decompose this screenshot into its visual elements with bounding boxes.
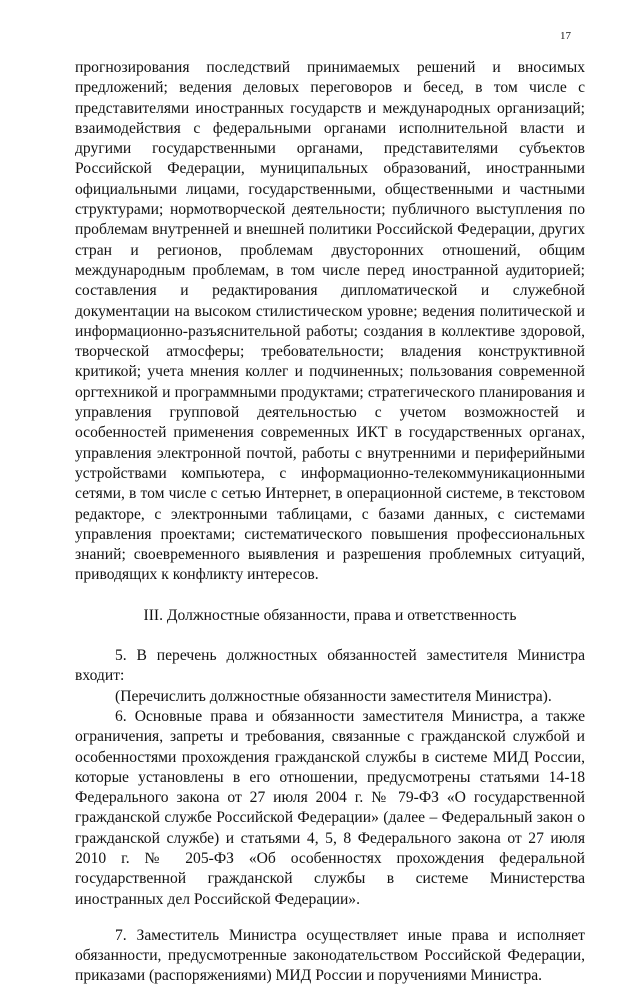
paragraph-6: 6. Основные права и обязанности заместителя Министра, а также ограничения, запреты и требования, связанные с гражданской службой и особенностями прохождения гражданской службы в системе МИД России, которые установлены в его отношении, предусмотрены статьями 14-18 Федерального закона от 27 июля 2004 г. № 79-ФЗ «О государственной гражданской службе Российской Федерации» (далее – Федеральный закон о гражданской службе) и статьями 4, 5, 8 Федерального закона от 27 июля 2010 г. № 205-ФЗ «Об особенностях прохождения федеральной государственной гражданской службы в системе Министерства иностранных дел Российской Федерации».: [75, 707, 585, 908]
paragraph-5-note: (Перечислить должностные обязанности заместителя Министра).: [115, 687, 552, 705]
paragraph-gap: [75, 910, 585, 926]
section-heading: III. Должностные обязанности, права и ответственность: [143, 606, 517, 624]
intro-paragraph: прогнозирования последствий принимаемых решений и вносимых предложений; ведения деловых переговоров и бесед, в том числе с представителями иностранных государств и международных организаций; взаимодействия с федеральными органами исполнительной власти и другими государственными органами, представителями субъектов Российской Федерации, муниципальных образований, иностранными официальными лицами, государственными, общественными и частными структурами; нормотворческой деятельности; публичного выступления по проблемам внутренней и внешней политики Российской Федерации, других стран и регионов, проблемам двусторонних отношений, общим международным проблемам, в том числе перед иностранной аудиторией; составления и редактирования дипломатической и служебной документации на высоком стилистическом уровне; ведения политической и информационно-разъяснительной работы; создания в коллективе здоровой, творческой атмосферы; требовательности; владения конструктивной критикой; учета мнения коллег и подчиненных; пользования современной оргтехникой и программными продуктами; стратегического планирования и управления групповой деятельностью с учетом возможностей и особенностей применения современных ИКТ в государственных органах, управления электронной почтой, работы с внутренними и периферийными устройствами компьютера, с информационно-телекоммуникационными сетями, в том числе с сетью Интернет, в операционной системе, в текстовом редакторе, с электронными таблицами, с базами данных, с системами управления проектами; систематического повышения профессиональных знаний; своевременного выявления и разрешения проблемных ситуаций, приводящих к конфликту интересов.: [75, 59, 585, 584]
paragraph-7: 7. Заместитель Министра осуществляет иные права и исполняет обязанности, предусмотренные законодательством Российской Федерации, приказами (распоряжениями) МИД России и поручениями Министра.: [75, 926, 585, 985]
document-body: [75, 58, 585, 987]
page-number: 17: [560, 30, 571, 42]
paragraph-5: 5. В перечень должностных обязанностей заместителя Министра входит:: [75, 647, 585, 685]
